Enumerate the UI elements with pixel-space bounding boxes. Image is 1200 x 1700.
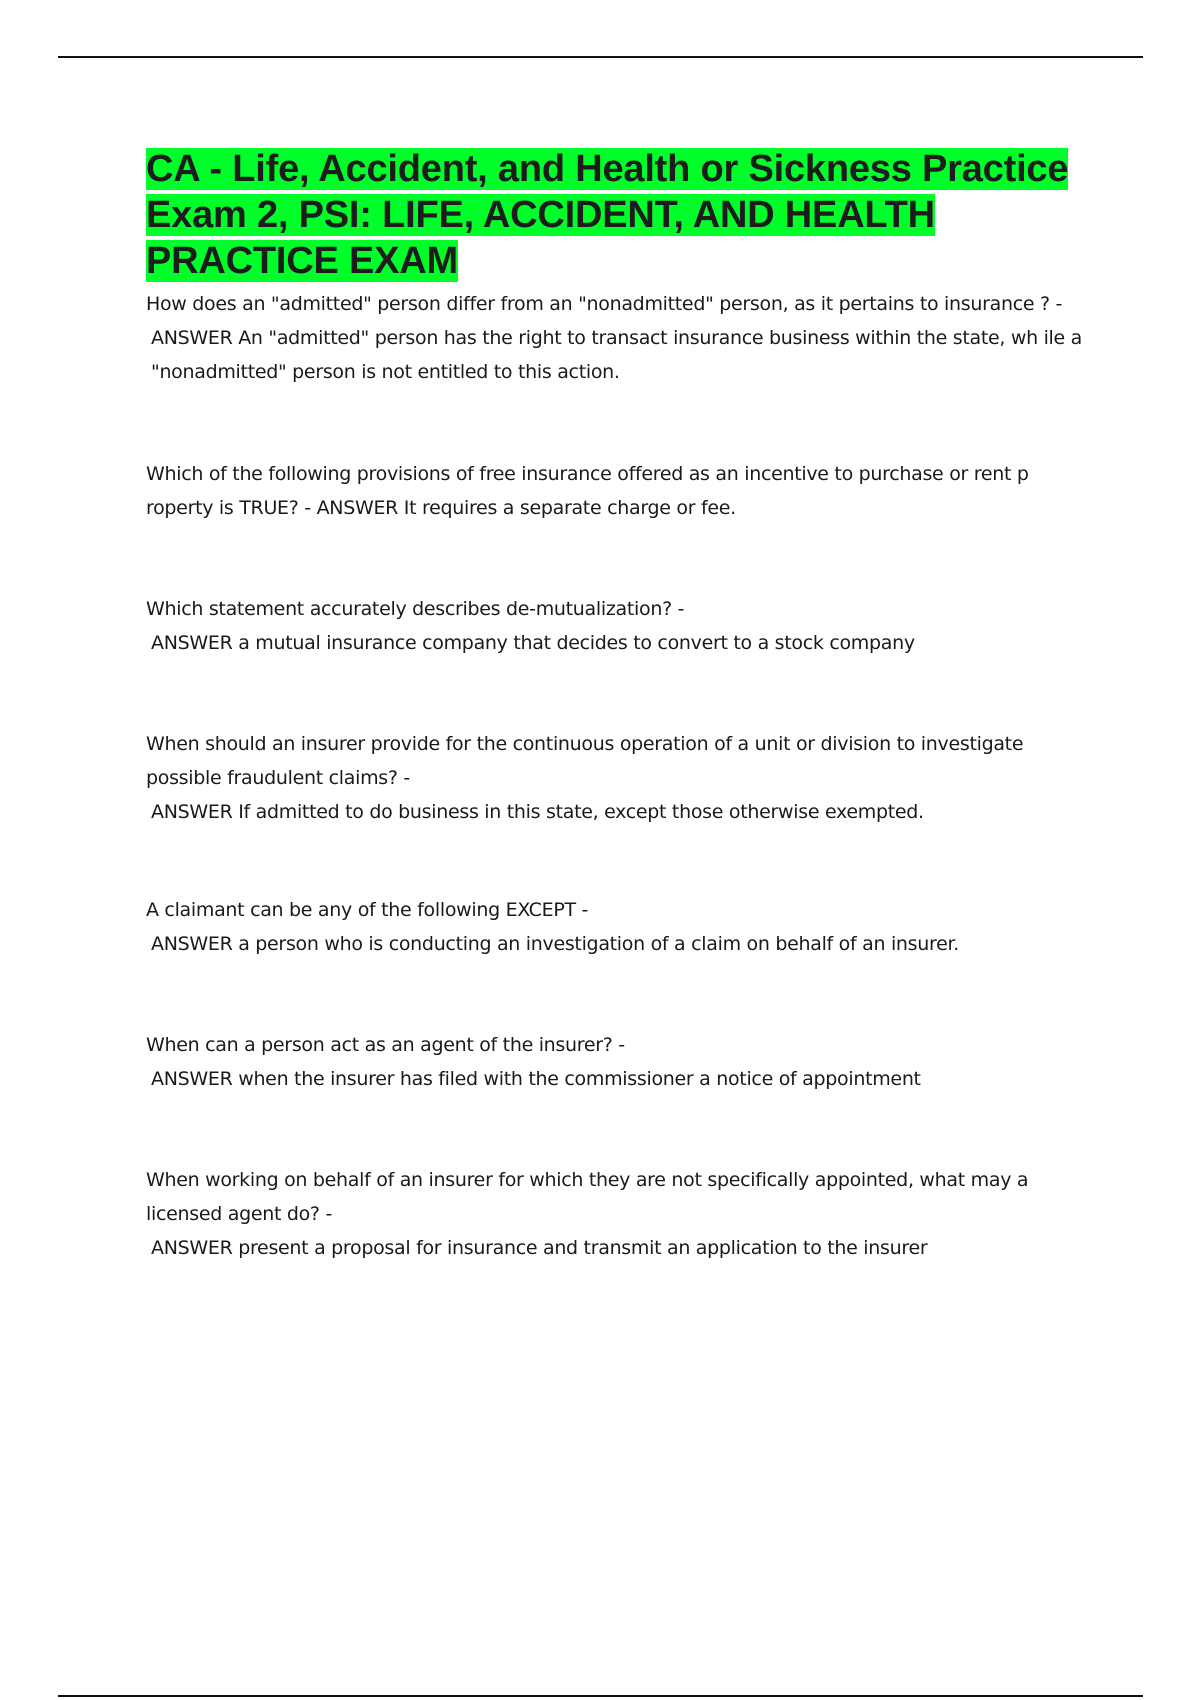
qa-item: [146, 287, 1096, 389]
answer-text: ANSWER present a proposal for insurance and transmit an application to the insurer: [151, 1237, 928, 1259]
qa-item: [146, 1028, 1096, 1096]
document-title: [146, 146, 1096, 284]
question-text: How does an "admitted" person differ from an "nonadmitted" person, as it pertains to insurance ? -: [146, 293, 1063, 315]
question-text: Which statement accurately describes de-mutualization? -: [146, 598, 685, 620]
answer-text: ANSWER It requires a separate charge or fee.: [316, 497, 736, 519]
header-rule: [58, 56, 1143, 58]
question-text: When working on behalf of an insurer for which they are not specifically appointed, what may a licensed agent do? -: [146, 1169, 1029, 1225]
answer-text: ANSWER a mutual insurance company that decides to convert to a stock company: [151, 632, 915, 654]
qa-item: [146, 457, 1096, 525]
document-body: [146, 146, 1096, 1265]
answer-text: ANSWER a person who is conducting an investigation of a claim on behalf of an insurer.: [151, 933, 960, 955]
question-text: When can a person act as an agent of the insurer? -: [146, 1034, 625, 1056]
answer-text: ANSWER when the insurer has filed with the commissioner a notice of appointment: [151, 1068, 921, 1090]
footer-rule: [58, 1695, 1143, 1697]
question-text: When should an insurer provide for the continuous operation of a unit or division to investigate possible fraudulent claims? -: [146, 733, 1024, 789]
answer-text: ANSWER If admitted to do business in this state, except those otherwise exempted.: [151, 801, 924, 823]
answer-text: ANSWER An "admitted" person has the right to transact insurance business within the state, wh ile a "nonadmitted" person is not entitled to this action.: [151, 327, 1083, 383]
title-highlight: CA - Life, Accident, and Health or Sickness Practice Exam 2, PSI: LIFE, ACCIDENT, AND HEALTH PRACTICE EXAM: [146, 148, 1069, 282]
qa-item: [146, 592, 1096, 660]
qa-item: [146, 1163, 1096, 1265]
question-text: A claimant can be any of the following EXCEPT -: [146, 899, 589, 921]
qa-item: [146, 893, 1096, 961]
qa-item: [146, 727, 1096, 829]
question-text: Which of the following provisions of free insurance offered as an incentive to purchase or rent p roperty is TRUE? -: [146, 463, 1029, 519]
